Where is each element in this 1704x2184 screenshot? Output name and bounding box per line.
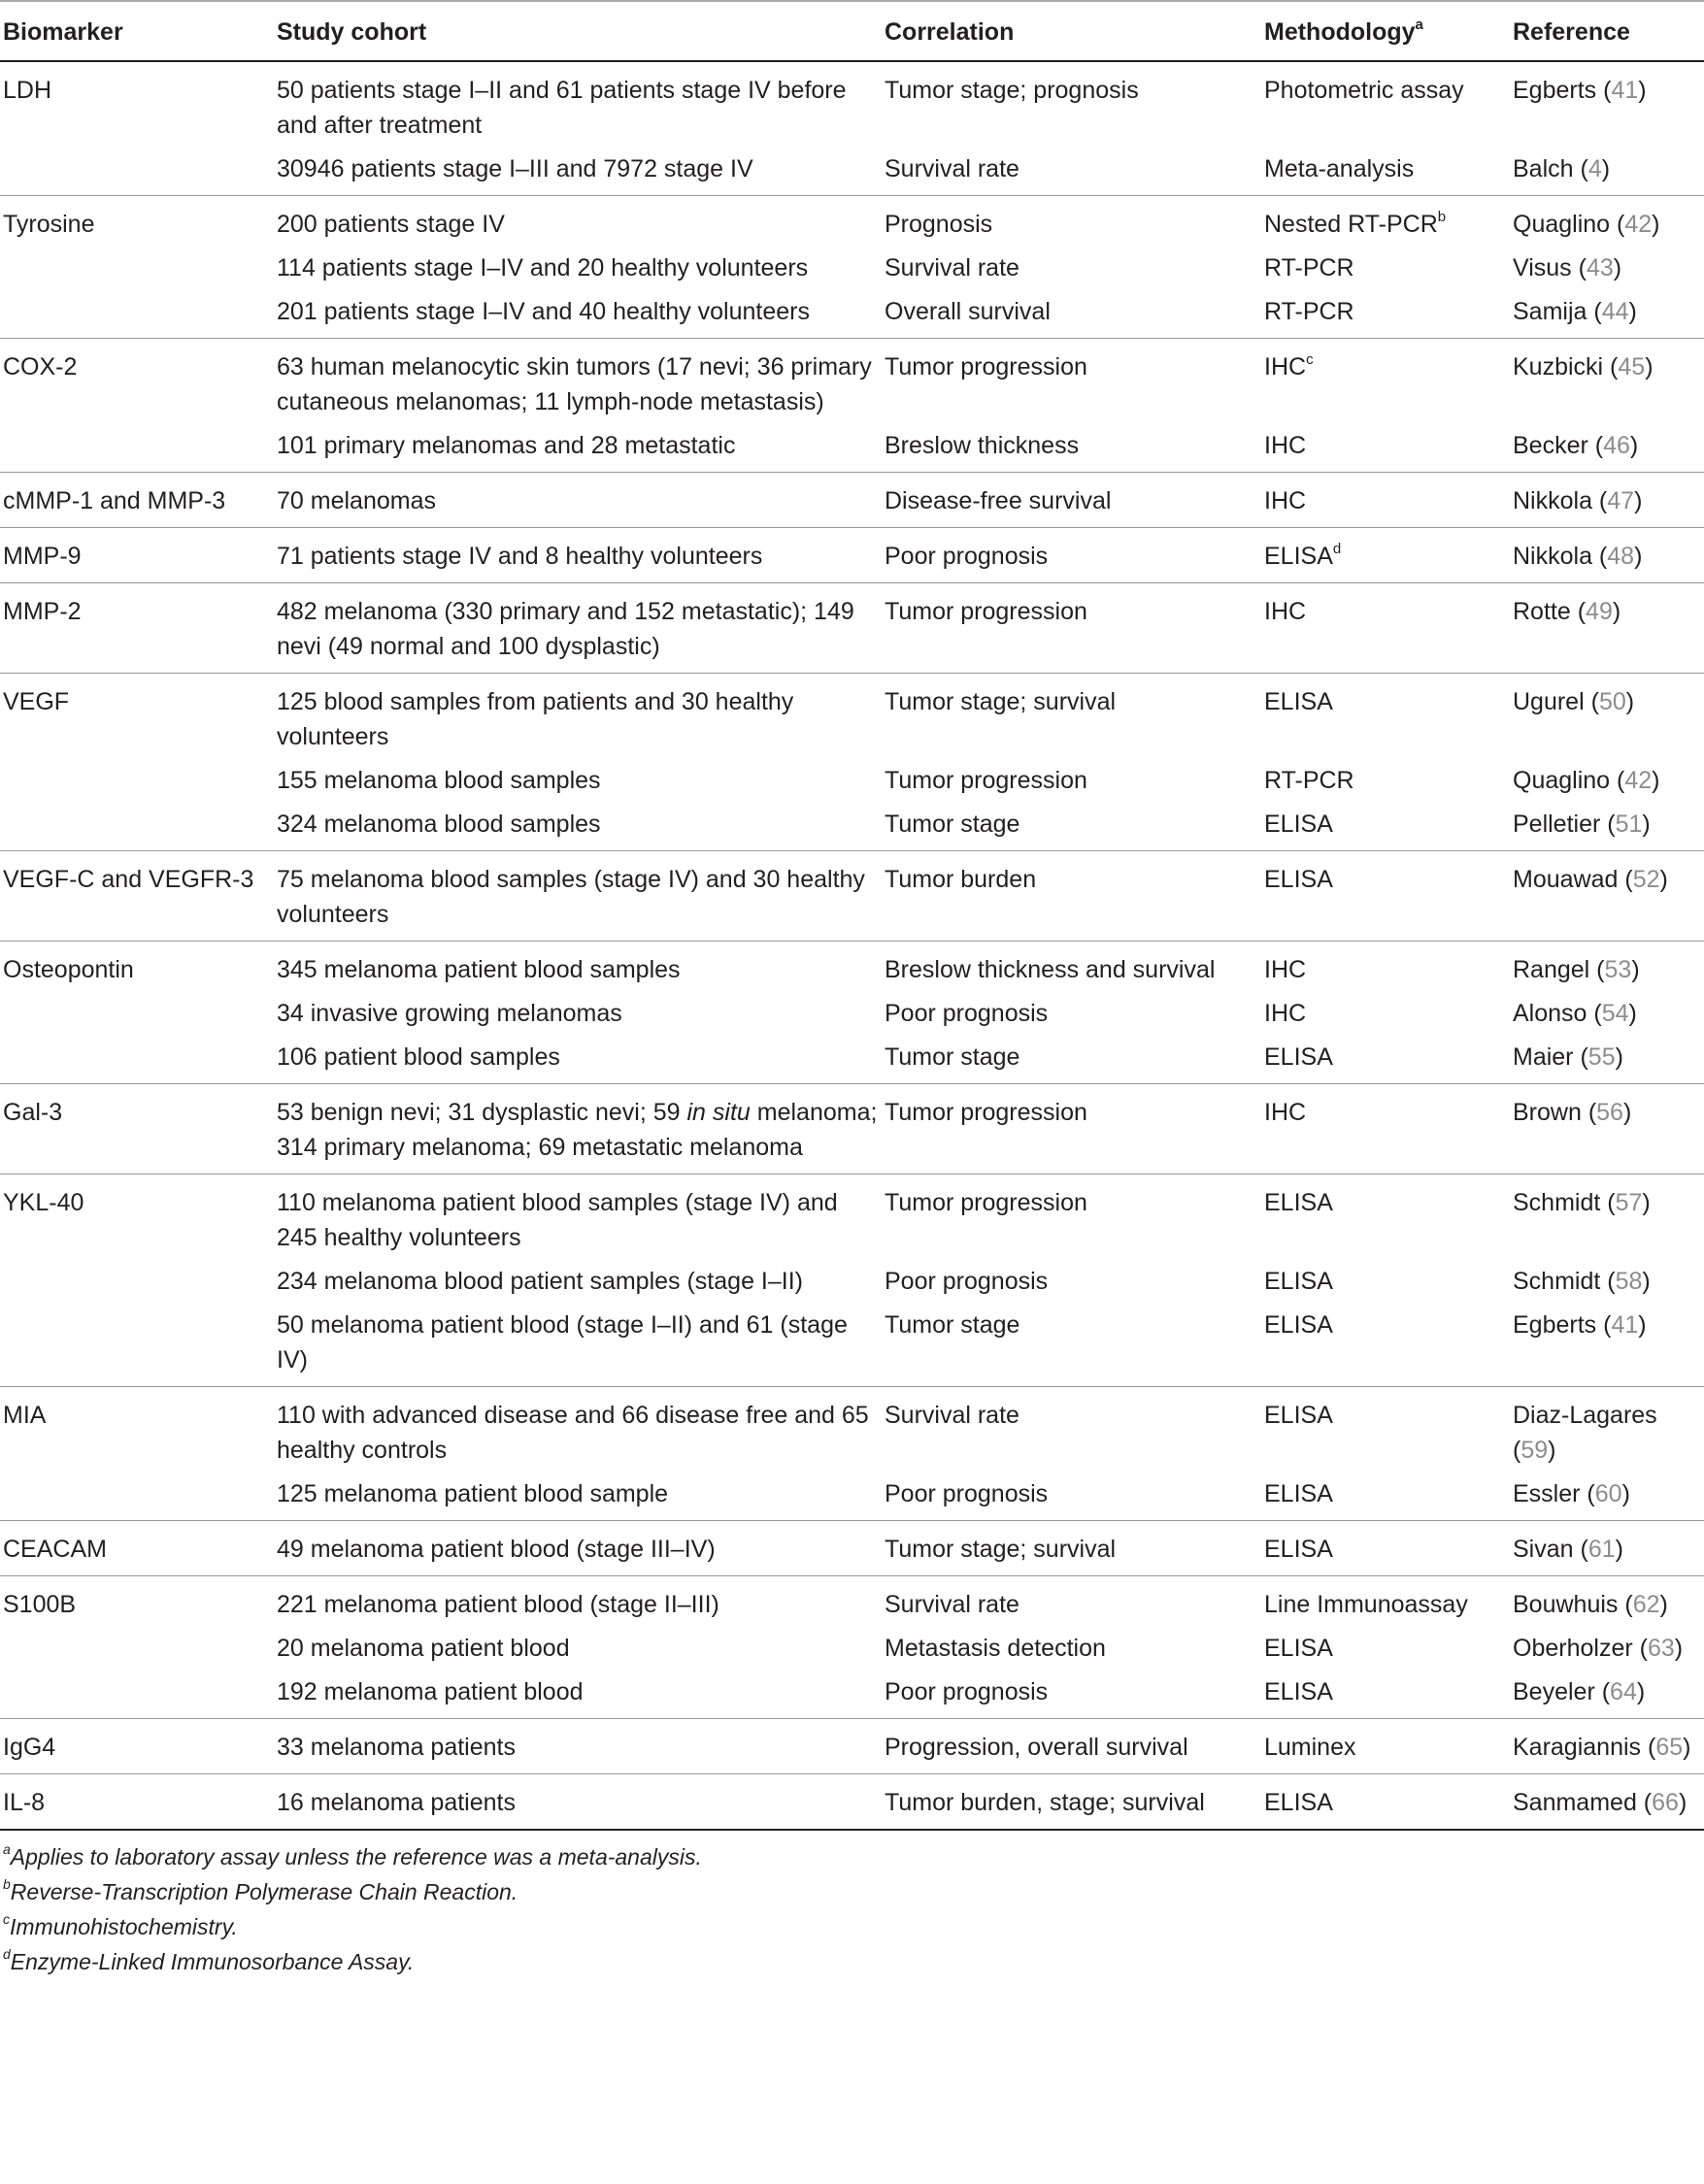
footnote [3, 1946, 1704, 1975]
correlation-cell: Tumor stage [885, 1040, 1264, 1084]
reference-author: Balch [1513, 155, 1574, 182]
reference-number-link[interactable]: 57 [1615, 1189, 1643, 1216]
study-cohort-cell: 201 patients stage I–IV and 40 healthy volunteers [277, 294, 885, 339]
reference-cell: Sivan (61) [1513, 1521, 1704, 1576]
table-body [0, 61, 1704, 1830]
methodology-cell [1264, 1576, 1513, 1632]
reference-cell: Beyeler (64) [1513, 1674, 1704, 1719]
methodology-text: ELISA [1264, 1480, 1333, 1507]
header-reference: Reference [1513, 1, 1704, 61]
study-cohort-cell: 50 melanoma patient blood (stage I–II) and 61 (stage IV) [277, 1307, 885, 1387]
reference-author: Samija [1513, 298, 1587, 325]
study-cohort-cell: 155 melanoma blood samples [277, 767, 601, 794]
reference-number-link[interactable]: 65 [1655, 1734, 1684, 1761]
reference-cell: Egberts (41) [1513, 1307, 1704, 1387]
reference-author: Pelletier [1513, 811, 1601, 838]
correlation-cell: Survival rate [885, 151, 1264, 196]
methodology-cell [1264, 763, 1513, 807]
study-cohort-cell: 110 with advanced disease and 66 disease free and 65 healthy controls [277, 1402, 869, 1464]
cohort-text: 53 benign nevi; 31 dysplastic nevi; 59 [277, 1099, 687, 1126]
methodology-text: Meta-analysis [1264, 155, 1415, 182]
methodology-cell [1264, 674, 1513, 764]
methodology-cell [1264, 428, 1513, 473]
table-row [0, 339, 1704, 429]
methodology-text: Luminex [1264, 1734, 1356, 1761]
correlation-cell: Tumor stage [885, 807, 1264, 851]
methodology-text: IHC [1264, 956, 1307, 983]
study-cohort-cell [277, 1084, 885, 1175]
reference-cell: Alonso (54) [1513, 1000, 1637, 1027]
correlation-cell: Tumor progression [885, 1084, 1264, 1175]
reference-number-link[interactable]: 62 [1632, 1591, 1660, 1618]
biomarker-cell: cMMP-1 and MMP-3 [0, 473, 277, 528]
methodology-text: IHC [1264, 432, 1307, 459]
reference-author: Becker [1513, 432, 1588, 459]
correlation-cell: Metastasis detection [885, 1635, 1106, 1662]
methodology-footnote-mark: d [1332, 540, 1342, 557]
correlation-cell: Poor prognosis [885, 1000, 1049, 1027]
table-row [0, 294, 1704, 339]
reference-number-link[interactable]: 54 [1601, 1000, 1629, 1027]
methodology-cell [1264, 1307, 1513, 1387]
reference-author: Quaglino [1513, 211, 1611, 238]
methodology-cell [1264, 250, 1513, 294]
reference-number-link[interactable]: 4 [1587, 155, 1602, 182]
biomarker-cell [0, 1674, 277, 1719]
study-cohort-cell: 125 blood samples from patients and 30 healthy volunteers [277, 688, 794, 750]
study-cohort-cell: 34 invasive growing melanomas [277, 1000, 622, 1027]
methodology-cell [1264, 807, 1513, 851]
methodology-text: ELISA [1264, 1043, 1333, 1071]
reference-cell: Schmidt (57) [1513, 1189, 1651, 1216]
biomarker-cell: LDH [3, 77, 52, 104]
reference-number-link[interactable]: 55 [1587, 1043, 1616, 1071]
methodology-cell [1264, 294, 1513, 339]
footnote-text: Applies to laboratory assay unless the reference was a meta-analysis. [10, 1844, 702, 1870]
reference-author: Nikkola [1513, 543, 1592, 570]
table-row [0, 1476, 1704, 1521]
methodology-cell [1264, 942, 1513, 997]
reference-author: Sivan [1513, 1536, 1574, 1563]
biomarker-cell [0, 1307, 277, 1387]
methodology-cell [1264, 1264, 1513, 1307]
reference-cell: Essler (60) [1513, 1476, 1704, 1521]
reference-author: Schmidt [1513, 1268, 1601, 1295]
methodology-text: RT-PCR [1264, 254, 1354, 281]
study-cohort-cell: 71 patients stage IV and 8 healthy volunteers [277, 528, 885, 583]
correlation-cell: Breslow thickness [885, 428, 1264, 473]
study-cohort-cell: 101 primary melanomas and 28 metastatic [277, 428, 885, 473]
biomarker-cell [0, 996, 277, 1040]
correlation-cell: Breslow thickness and survival [885, 956, 1216, 983]
table-row [0, 583, 1704, 674]
methodology-footnote-mark: b [1437, 208, 1447, 225]
reference-author: Bouwhuis [1513, 1591, 1619, 1618]
biomarker-cell: IL-8 [0, 1774, 277, 1831]
table-row [0, 942, 1704, 997]
reference-author: Essler [1513, 1480, 1581, 1507]
reference-author: Maier [1513, 1043, 1574, 1071]
correlation-cell: Overall survival [885, 294, 1264, 339]
footnote-text: Enzyme-Linked Immunosorbance Assay. [10, 1949, 415, 1974]
table-row [0, 428, 1704, 473]
table-row [0, 1264, 1704, 1307]
biomarker-cell: IgG4 [0, 1719, 277, 1774]
reference-cell: Kuzbicki (45) [1513, 353, 1654, 381]
reference-cell: Karagiannis (65) [1513, 1719, 1704, 1774]
methodology-text: ELISA [1264, 1789, 1333, 1816]
study-cohort-cell: 200 patients stage IV [277, 211, 505, 238]
biomarker-cell [0, 1631, 277, 1674]
study-cohort-cell: 50 patients stage I–II and 61 patients stage IV before and after treatment [277, 77, 847, 139]
reference-cell: Rotte (49) [1513, 583, 1704, 674]
correlation-cell: Tumor progression [885, 583, 1264, 674]
biomarker-cell: CEACAM [0, 1521, 277, 1576]
methodology-footnote-mark: c [1306, 350, 1314, 368]
methodology-text: Nested RT-PCR [1264, 211, 1438, 238]
header-methodology-footnote-mark: a [1415, 16, 1423, 33]
methodology-cell [1264, 339, 1513, 429]
methodology-text: ELISA [1264, 1536, 1333, 1563]
study-cohort-cell: 110 melanoma patient blood samples (stage IV) and 245 healthy volunteers [277, 1189, 838, 1251]
methodology-cell [1264, 1674, 1513, 1719]
methodology-cell [1264, 1521, 1513, 1576]
reference-number-link[interactable]: 60 [1594, 1480, 1622, 1507]
reference-number-link[interactable]: 46 [1603, 432, 1630, 459]
table-row [0, 1387, 1704, 1477]
reference-number-link[interactable]: 64 [1610, 1678, 1637, 1705]
correlation-cell: Progression, overall survival [885, 1719, 1264, 1774]
reference-cell: Bouwhuis (62) [1513, 1591, 1668, 1618]
correlation-cell: Tumor progression [885, 767, 1087, 794]
study-cohort-cell: 234 melanoma blood patient samples (stage I–II) [277, 1268, 803, 1295]
biomarker-cell [0, 1040, 277, 1084]
header-biomarker: Biomarker [0, 1, 277, 61]
table-row [0, 1674, 1704, 1719]
table-row [0, 473, 1704, 528]
correlation-cell: Tumor stage; survival [885, 688, 1117, 715]
reference-cell: Diaz-Lagares (59) [1513, 1402, 1657, 1464]
methodology-text: ELISA [1264, 1311, 1333, 1339]
methodology-cell [1264, 1175, 1513, 1265]
biomarker-cell [0, 151, 277, 196]
cohort-italic-text: in situ [686, 1099, 751, 1126]
study-cohort-cell: 125 melanoma patient blood sample [277, 1476, 885, 1521]
methodology-text: ELISA [1264, 811, 1333, 838]
biomarker-cell: S100B [3, 1591, 77, 1618]
methodology-text: ELISA [1264, 1268, 1333, 1295]
table-row [0, 528, 1704, 583]
table-row [0, 1040, 1704, 1084]
reference-cell: Mouawad (52) [1513, 851, 1704, 942]
methodology-text: IHC [1264, 487, 1307, 514]
correlation-cell: Survival rate [885, 1591, 1019, 1618]
reference-author: Quaglino [1513, 767, 1611, 794]
reference-number-link[interactable]: 53 [1604, 956, 1632, 983]
footnote-text: Immunohistochemistry. [10, 1914, 238, 1939]
reference-cell: Ugurel (50) [1513, 688, 1635, 715]
reference-number-link[interactable]: 61 [1587, 1536, 1616, 1563]
reference-cell: Oberholzer (63) [1513, 1635, 1684, 1662]
reference-cell: Nikkola (47) [1513, 473, 1704, 528]
reference-author: Rotte [1513, 598, 1571, 625]
reference-cell: Becker (46) [1513, 428, 1704, 473]
table-row [0, 996, 1704, 1040]
reference-author: Ugurel [1513, 688, 1585, 715]
methodology-cell [1264, 583, 1513, 674]
reference-cell: Maier (55) [1513, 1040, 1704, 1084]
correlation-cell: Tumor burden [885, 851, 1264, 942]
table-row [0, 151, 1704, 196]
correlation-cell: Tumor stage; survival [885, 1521, 1264, 1576]
study-cohort-cell: 16 melanoma patients [277, 1774, 885, 1831]
correlation-cell: Poor prognosis [885, 528, 1264, 583]
reference-number-link[interactable]: 58 [1615, 1268, 1643, 1295]
methodology-text: Line Immunoassay [1264, 1591, 1468, 1618]
reference-number-link[interactable]: 52 [1632, 866, 1660, 893]
reference-number-link[interactable]: 43 [1586, 254, 1614, 281]
reference-number-link[interactable]: 41 [1611, 77, 1639, 104]
header-correlation: Correlation [885, 1, 1264, 61]
footnote [3, 1911, 1704, 1940]
methodology-cell [1264, 1040, 1513, 1084]
correlation-cell: Survival rate [885, 254, 1019, 281]
methodology-text: IHC [1264, 353, 1307, 381]
reference-number-link[interactable]: 56 [1596, 1099, 1623, 1126]
reference-author: Oberholzer [1513, 1635, 1633, 1662]
study-cohort-cell: 114 patients stage I–IV and 20 healthy volunteers [277, 254, 809, 281]
biomarker-cell [0, 428, 277, 473]
methodology-cell [1264, 61, 1513, 151]
table-row [0, 807, 1704, 851]
header-methodology-label: Methodology [1264, 18, 1416, 46]
correlation-cell: Disease-free survival [885, 473, 1264, 528]
table-row [0, 196, 1704, 251]
reference-number-link[interactable]: 41 [1611, 1311, 1639, 1339]
reference-number-link[interactable]: 47 [1607, 487, 1635, 514]
reference-cell: Samija (44) [1513, 294, 1704, 339]
methodology-text: RT-PCR [1264, 298, 1354, 325]
correlation-cell: Prognosis [885, 211, 993, 238]
reference-cell: Visus (43) [1513, 254, 1622, 281]
footnote-mark: b [3, 1876, 11, 1893]
reference-number-link[interactable]: 66 [1652, 1789, 1679, 1816]
reference-cell: Sanmamed (66) [1513, 1774, 1704, 1831]
header-study-cohort: Study cohort [277, 1, 885, 61]
methodology-cell [1264, 1774, 1513, 1831]
reference-author: Egberts [1513, 1311, 1597, 1339]
cohort-text: melanoma; 314 primary melanoma; 69 metastatic melanoma [277, 1099, 878, 1161]
header-row [0, 1, 1704, 61]
reference-number-link[interactable]: 44 [1601, 298, 1629, 325]
footnote-mark: c [3, 1911, 10, 1928]
study-cohort-cell: 192 melanoma patient blood [277, 1674, 885, 1719]
reference-number-link[interactable]: 59 [1520, 1437, 1549, 1464]
reference-number-link[interactable]: 45 [1618, 353, 1646, 381]
methodology-cell [1264, 151, 1513, 196]
methodology-text: RT-PCR [1264, 767, 1354, 794]
reference-number-link[interactable]: 48 [1607, 543, 1635, 570]
study-cohort-cell: 75 melanoma blood samples (stage IV) and 30 healthy volunteers [277, 851, 885, 942]
methodology-cell [1264, 1084, 1513, 1175]
methodology-cell [1264, 473, 1513, 528]
study-cohort-cell: 345 melanoma patient blood samples [277, 956, 681, 983]
reference-author: Karagiannis [1513, 1734, 1642, 1761]
reference-cell: Schmidt (58) [1513, 1268, 1651, 1295]
footnote [3, 1841, 1704, 1870]
methodology-cell [1264, 528, 1513, 583]
reference-cell: Pelletier (51) [1513, 807, 1704, 851]
table-row [0, 1175, 1704, 1265]
study-cohort-cell: 324 melanoma blood samples [277, 807, 885, 851]
study-cohort-cell: 20 melanoma patient blood [277, 1635, 570, 1662]
table-row [0, 1307, 1704, 1387]
table-footnotes [0, 1841, 1704, 1975]
footnote-text: Reverse-Transcription Polymerase Chain Reaction. [10, 1879, 518, 1904]
methodology-text: IHC [1264, 1099, 1307, 1126]
methodology-cell [1264, 196, 1513, 251]
reference-cell: Balch (4) [1513, 151, 1704, 196]
methodology-text: ELISA [1264, 866, 1333, 893]
methodology-text: ELISA [1264, 1189, 1333, 1216]
footnote [3, 1876, 1704, 1905]
study-cohort-cell: 30946 patients stage I–III and 7972 stage IV [277, 151, 885, 196]
biomarker-cell [0, 807, 277, 851]
reference-cell: Rangel (53) [1513, 956, 1640, 983]
methodology-text: IHC [1264, 598, 1307, 625]
table-row [0, 674, 1704, 764]
table-row [0, 1576, 1704, 1632]
reference-number-link[interactable]: 49 [1586, 598, 1613, 625]
biomarker-cell: Gal-3 [0, 1084, 277, 1175]
footnote-mark: a [3, 1841, 11, 1858]
study-cohort-cell: 482 melanoma (330 primary and 152 metastatic); 149 nevi (49 normal and 100 dysplastic) [277, 583, 885, 674]
biomarker-cell [0, 763, 277, 807]
study-cohort-cell: 33 melanoma patients [277, 1719, 885, 1774]
reference-author: Diaz-Lagares [1513, 1402, 1657, 1429]
reference-number-link[interactable]: 50 [1598, 688, 1626, 715]
reference-author: Brown [1513, 1099, 1582, 1126]
reference-author: Egberts [1513, 77, 1597, 104]
biomarker-cell: Osteopontin [3, 956, 134, 983]
biomarker-cell: MIA [3, 1402, 47, 1429]
reference-author: Visus [1513, 254, 1572, 281]
table-row [0, 763, 1704, 807]
correlation-cell: Poor prognosis [885, 1674, 1264, 1719]
methodology-text: ELISA [1264, 1402, 1333, 1429]
reference-author: Sanmamed [1513, 1789, 1637, 1816]
biomarker-cell [0, 294, 277, 339]
methodology-cell [1264, 996, 1513, 1040]
reference-author: Kuzbicki [1513, 353, 1604, 381]
correlation-cell: Poor prognosis [885, 1476, 1264, 1521]
table-header [0, 1, 1704, 61]
reference-number-link[interactable]: 63 [1647, 1635, 1675, 1662]
study-cohort-cell: 49 melanoma patient blood (stage III–IV) [277, 1521, 885, 1576]
methodology-text: ELISA [1264, 688, 1333, 715]
reference-author: Alonso [1513, 1000, 1587, 1027]
biomarker-cell: VEGF [3, 688, 70, 715]
reference-cell: Brown (56) [1513, 1084, 1704, 1175]
study-cohort-cell: 70 melanomas [277, 473, 885, 528]
table-row [0, 1719, 1704, 1774]
methodology-text: Photometric assay [1264, 77, 1464, 104]
table-row [0, 851, 1704, 942]
reference-number-link[interactable]: 51 [1615, 811, 1643, 838]
header-methodology [1264, 1, 1513, 61]
biomarker-cell: COX-2 [3, 353, 78, 381]
reference-author: Nikkola [1513, 487, 1592, 514]
footnote-mark: d [3, 1946, 11, 1963]
reference-cell: Quaglino (42) [1513, 767, 1660, 794]
table-row [0, 1774, 1704, 1831]
correlation-cell: Tumor burden, stage; survival [885, 1774, 1264, 1831]
methodology-text: ELISA [1264, 543, 1333, 570]
biomarker-cell [0, 1476, 277, 1521]
methodology-cell [1264, 1476, 1513, 1521]
reference-author: Beyeler [1513, 1678, 1595, 1705]
biomarker-cell: MMP-9 [0, 528, 277, 583]
methodology-cell [1264, 1719, 1513, 1774]
correlation-cell: Tumor progression [885, 353, 1087, 381]
reference-cell: Egberts (41) [1513, 77, 1647, 104]
table-row [0, 250, 1704, 294]
correlation-cell: Tumor stage; prognosis [885, 77, 1139, 104]
biomarker-cell: VEGF-C and VEGFR-3 [0, 851, 277, 942]
biomarker-cell [0, 250, 277, 294]
reference-author: Mouawad [1513, 866, 1619, 893]
methodology-cell [1264, 851, 1513, 942]
reference-number-link[interactable]: 42 [1624, 767, 1653, 794]
correlation-cell: Tumor stage [885, 1307, 1264, 1387]
reference-author: Rangel [1513, 956, 1590, 983]
study-cohort-cell: 221 melanoma patient blood (stage II–III) [277, 1591, 719, 1618]
table-row [0, 61, 1704, 151]
biomarker-cell: MMP-2 [0, 583, 277, 674]
biomarker-cell: YKL-40 [3, 1189, 84, 1216]
methodology-text: ELISA [1264, 1635, 1333, 1662]
correlation-cell: Survival rate [885, 1402, 1019, 1429]
table-row [0, 1521, 1704, 1576]
methodology-cell [1264, 1631, 1513, 1674]
table-row [0, 1631, 1704, 1674]
reference-number-link[interactable]: 42 [1624, 211, 1653, 238]
study-cohort-cell: 63 human melanocytic skin tumors (17 nevi; 36 primary cutaneous melanomas; 11 lymph-node metastasis) [277, 353, 872, 415]
table-row [0, 1084, 1704, 1175]
methodology-text: ELISA [1264, 1678, 1333, 1705]
methodology-text: IHC [1264, 1000, 1307, 1027]
biomarker-cell: Tyrosine [3, 211, 95, 238]
reference-cell: Quaglino (42) [1513, 211, 1660, 238]
correlation-cell: Tumor progression [885, 1189, 1087, 1216]
methodology-cell [1264, 1387, 1513, 1477]
reference-author: Schmidt [1513, 1189, 1601, 1216]
study-cohort-cell: 106 patient blood samples [277, 1040, 885, 1084]
biomarker-cell [0, 1264, 277, 1307]
reference-cell: Nikkola (48) [1513, 528, 1704, 583]
correlation-cell: Poor prognosis [885, 1268, 1049, 1295]
